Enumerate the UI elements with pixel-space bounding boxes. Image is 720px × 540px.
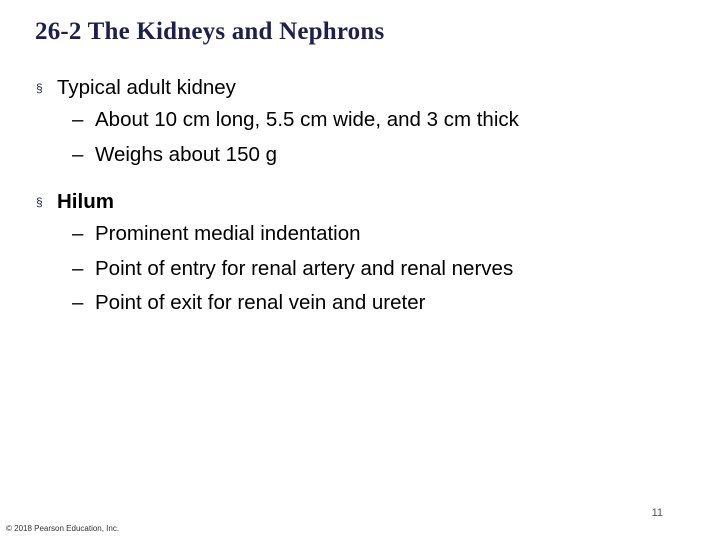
bullet-item <box>36 187 513 217</box>
sub-bullet-item <box>36 217 513 252</box>
dash-bullet-icon: – <box>72 256 84 280</box>
bullet-text: Typical adult kidney <box>57 76 236 99</box>
bullet-group-typical-adult-kidney <box>36 73 519 172</box>
sub-bullet-text: Weighs about 150 g <box>95 142 277 166</box>
square-bullet-icon: § <box>36 195 43 209</box>
dash-bullet-icon: – <box>72 108 84 131</box>
copyright-notice: © 2018 Pearson Education, Inc. <box>6 524 120 533</box>
sub-bullet-text: Prominent medial indentation <box>95 222 361 245</box>
sub-bullet-text: Point of exit for renal vein and ureter <box>95 291 426 314</box>
slide-title: 26-2 The Kidneys and Nephrons <box>35 18 385 45</box>
dash-bullet-icon: – <box>72 142 84 166</box>
sub-bullet-text: About 10 cm long, 5.5 cm wide, and 3 cm thick <box>95 108 519 131</box>
sub-bullet-item <box>36 286 513 321</box>
dash-bullet-icon: – <box>72 291 84 314</box>
sub-bullet-item <box>36 138 519 173</box>
square-bullet-icon: § <box>36 81 43 95</box>
page-number: 11 <box>651 507 663 519</box>
sub-bullet-item <box>36 103 519 138</box>
dash-bullet-icon: – <box>72 222 84 245</box>
bullet-text: Hilum <box>57 190 114 213</box>
sub-bullet-text: Point of entry for renal artery and renal nerves <box>95 256 514 280</box>
bullet-item <box>36 73 519 103</box>
sub-bullet-item <box>36 252 513 287</box>
bullet-group-hilum <box>36 187 513 321</box>
